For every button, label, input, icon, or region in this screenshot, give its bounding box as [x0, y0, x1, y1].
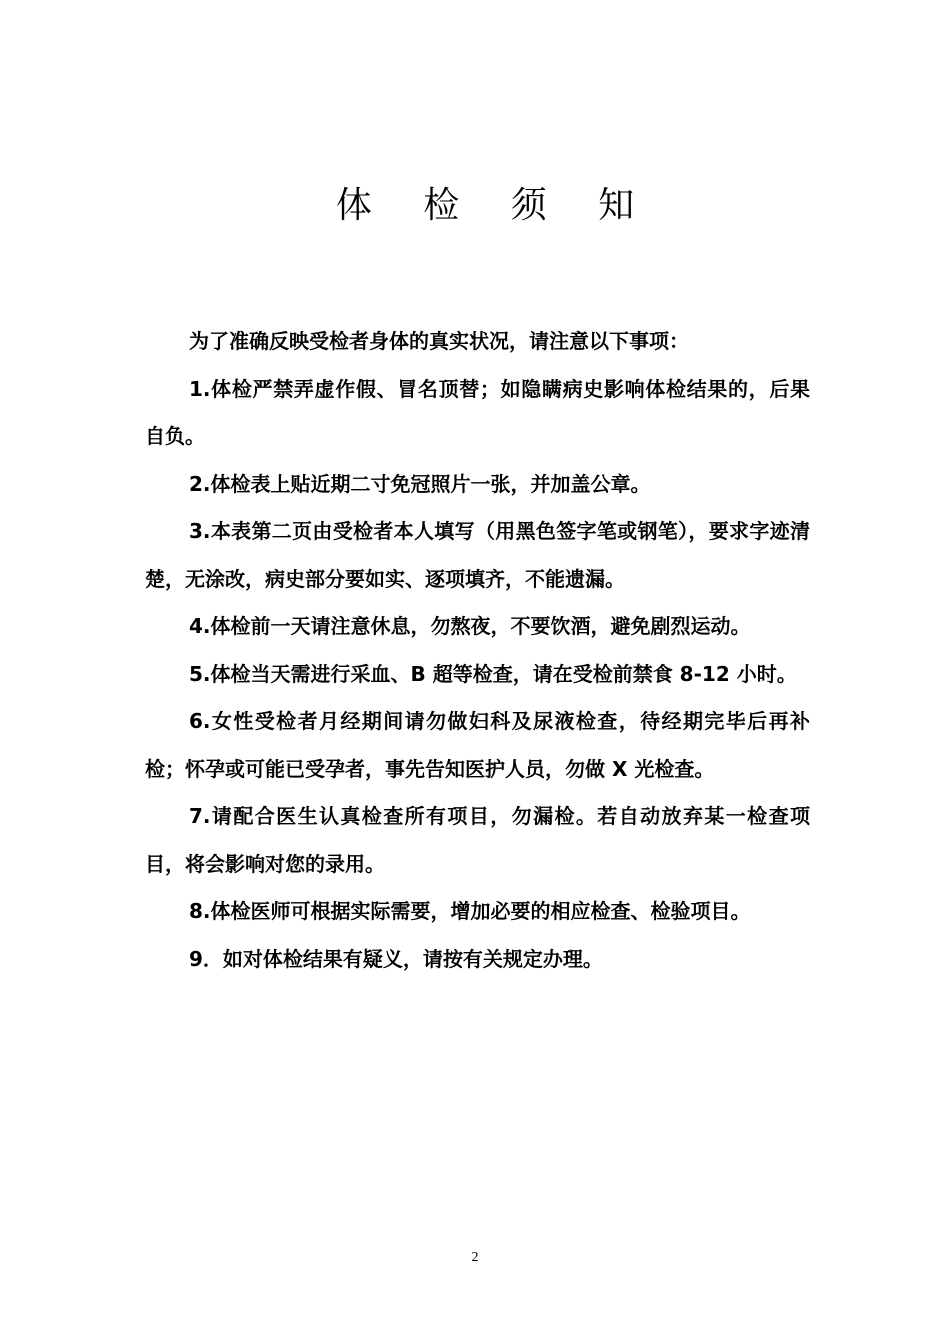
intro-paragraph: 为了准确反映受检者身体的真实状况，请注意以下事项：	[189, 329, 689, 353]
notice-item-2: 2.体检表上贴近期二寸免冠照片一张，并加盖公章。	[189, 471, 651, 496]
notice-item-7: 7.请配合医生认真检查所有项目，勿漏检。若自动放弃某一检查项目，将会影响对您的录用。	[145, 804, 810, 876]
page-title: 体 检 须 知	[335, 185, 655, 226]
notice-item-3: 3.本表第二页由受检者本人填写（用黑色签字笔或钢笔），要求字迹清楚，无涂改，病史部分要如实、逐项填齐，不能遗漏。	[145, 519, 810, 591]
notice-body	[145, 318, 810, 983]
notice-item-4: 4.体检前一天请注意休息，勿熬夜，不要饮酒，避免剧烈运动。	[189, 614, 751, 638]
page-number: 2	[471, 1250, 479, 1265]
notice-item-6: 6.女性受检者月经期间请勿做妇科及尿液检查，待经期完毕后再补检；怀孕或可能已受孕者，事先告知医护人员，勿做 X 光检查。	[145, 709, 810, 781]
notice-item-9: 9．如对体检结果有疑义，请按有关规定办理。	[189, 946, 603, 971]
notice-item-8: 8.体检医师可根据实际需要，增加必要的相应检查、检验项目。	[189, 899, 751, 923]
notice-item-1: 1.体检严禁弄虚作假、冒名顶替；如隐瞒病史影响体检结果的，后果自负。	[145, 376, 810, 448]
notice-item-5: 5.体检当天需进行采血、B 超等检查，请在受检前禁食 8-12 小时。	[189, 661, 797, 686]
